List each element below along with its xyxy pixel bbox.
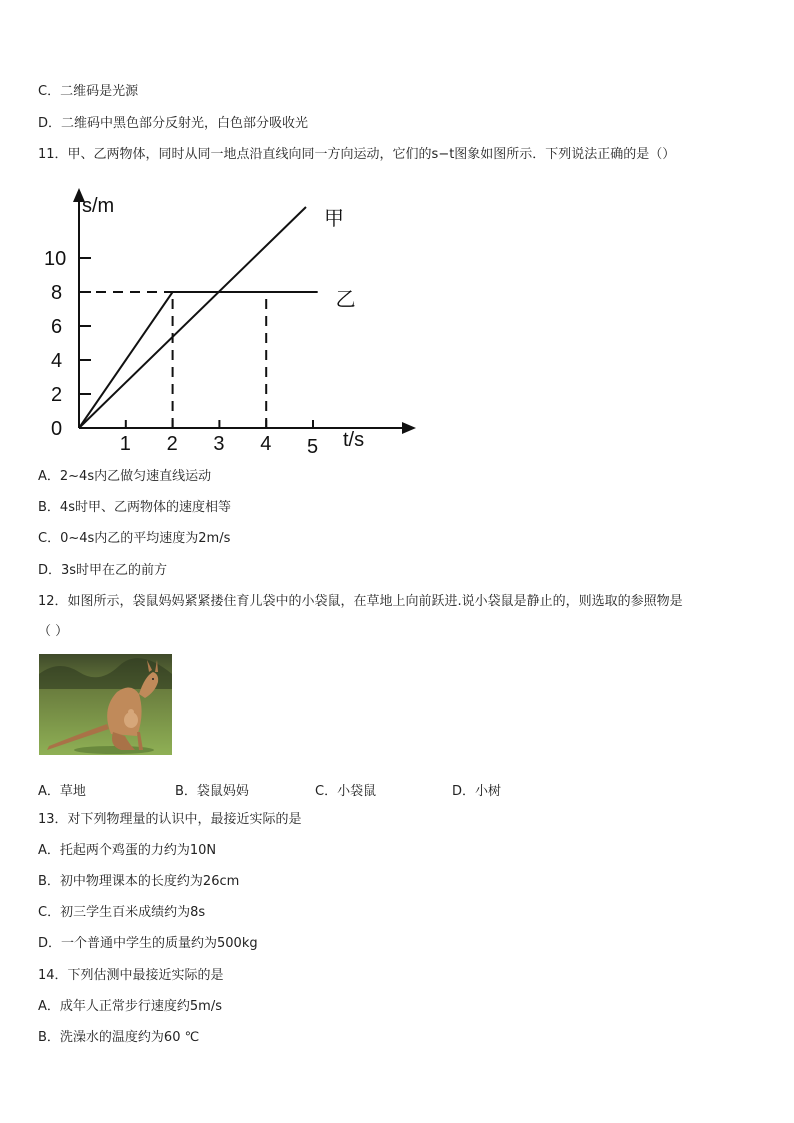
x-tick-label-5: 5 — [307, 436, 319, 455]
text-line-q11d: D．3s时甲在乙的前方 — [38, 563, 168, 578]
chart-series — [79, 207, 318, 428]
chart-guides — [79, 292, 266, 428]
x-tick-label-1: 1 — [119, 433, 131, 455]
x-axis-label: t/s — [343, 429, 365, 451]
text-line-q12paren: （ ） — [38, 624, 69, 639]
text-line-q14a: A．成年人正常步行速度约5m/s — [38, 999, 222, 1014]
chart-axes — [73, 188, 416, 434]
x-tick-label-3: 3 — [213, 433, 225, 455]
text-line-q13b: B．初中物理课本的长度约为26cm — [38, 874, 240, 889]
y-tick-label-4: 4 — [51, 350, 63, 372]
x-tick-label-2: 2 — [166, 433, 178, 455]
text-line-q13c: C．初三学生百米成绩约为8s — [38, 905, 206, 920]
text-line-q11b: B．4s时甲、乙两物体的速度相等 — [38, 500, 231, 515]
x-axis-arrow — [402, 422, 416, 434]
text-line-q12: 12．如图所示，袋鼠妈妈紧紧搂住育儿袋中的小袋鼠，在草地上向前跃进.说小袋鼠是静止的，则选取的参照物是 — [38, 594, 683, 609]
text-line-q11c: C．0~4s内乙的平均速度为2m/s — [38, 531, 231, 546]
y-tick-label-2: 2 — [51, 384, 63, 406]
kangaroo-photo — [39, 654, 172, 755]
text-line-q11: 11．甲、乙两物体，同时从同一地点沿直线向同一方向运动，它们的s−t图象如图所示．下列说法正确的是（） — [38, 147, 676, 162]
y-axis-label: s/m — [82, 195, 115, 217]
text-line-q11a: A．2~4s内乙做匀速直线运动 — [38, 469, 212, 484]
text-line-q13a: A．托起两个鸡蛋的力约为10N — [38, 843, 217, 858]
series-label-0: 甲 — [323, 208, 344, 230]
text-line-q13d: D．一个普通中学生的质量约为500kg — [38, 936, 258, 951]
text-line-q14: 14．下列估测中最接近实际的是 — [38, 968, 224, 983]
y-tick-label-0: 0 — [51, 418, 63, 440]
q12-option-a: A．草地 — [38, 784, 86, 799]
series-line-0 — [79, 207, 306, 428]
y-tick-label-8: 8 — [51, 282, 63, 304]
q12-option-d: D．小树 — [452, 784, 502, 799]
text-line-q13: 13．对下列物理量的认识中，最接近实际的是 — [38, 812, 302, 827]
st-graph — [30, 180, 430, 455]
y-tick-label-10: 10 — [44, 248, 67, 270]
y-tick-label-6: 6 — [51, 316, 63, 338]
text-line-q10d: D．二维码中黑色部分反射光，白色部分吸收光 — [38, 116, 309, 131]
text-line-q10c: C．二维码是光源 — [38, 84, 139, 99]
x-tick-label-4: 4 — [260, 433, 272, 455]
q12-options — [38, 780, 758, 798]
q12-option-b: B．袋鼠妈妈 — [175, 784, 249, 799]
q12-option-c: C．小袋鼠 — [315, 784, 377, 799]
text-line-q14b: B．洗澡水的温度约为60 ℃ — [38, 1030, 200, 1045]
series-label-1: 乙 — [335, 289, 356, 311]
